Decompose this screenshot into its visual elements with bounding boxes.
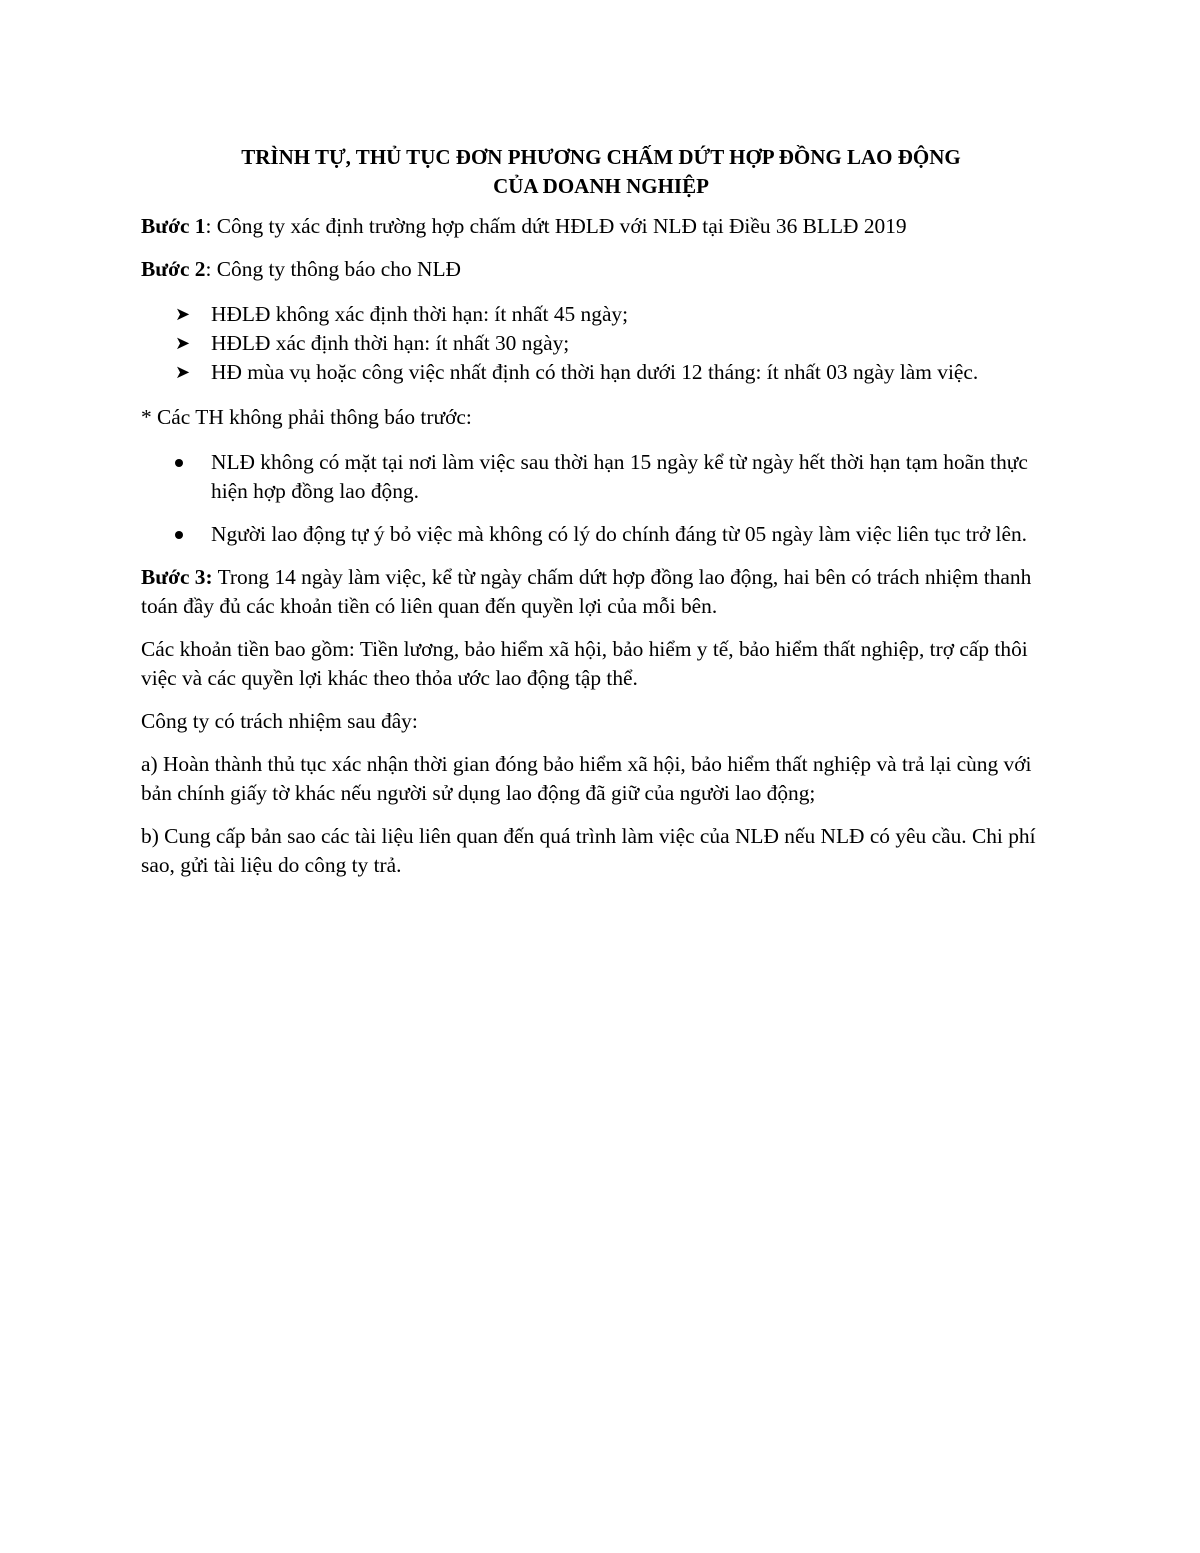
responsibility-b: b) Cung cấp bản sao các tài liệu liên quan đến quá trình làm việc của NLĐ nếu NLĐ có yêu cầu. Chi phí sao, gửi tài liệu do công ty trả. (141, 824, 1036, 877)
step-1-text: : Công ty xác định trường hợp chấm dứt HĐLĐ với NLĐ tại Điều 36 BLLĐ 2019 (205, 214, 907, 238)
document-title (141, 143, 1061, 201)
responsibility-heading: Công ty có trách nhiệm sau đây: (141, 709, 418, 733)
bullet-dot-icon (175, 531, 183, 539)
exceptions-list (141, 448, 1061, 549)
step-3-label: Bước 3: (141, 565, 213, 589)
step-1-label: Bước 1 (141, 214, 206, 238)
notice-period-list (141, 300, 1061, 387)
document-body (141, 143, 1061, 894)
step-2-paragraph (141, 255, 1061, 284)
list-item (211, 448, 1061, 506)
list-item (175, 329, 1061, 358)
title-line-2: CỦA DOANH NGHIỆP (493, 174, 709, 198)
step-2-label: Bước 2 (141, 257, 206, 281)
bullet-dot-icon (175, 459, 183, 467)
step-2-text: : Công ty thông báo cho NLĐ (205, 257, 461, 281)
exception-item-text: Người lao động tự ý bỏ việc mà không có lý do chính đáng từ 05 ngày làm việc liên tục trở lên. (211, 522, 1028, 546)
payments-paragraph: Các khoản tiền bao gồm: Tiền lương, bảo hiểm xã hội, bảo hiểm y tế, bảo hiểm thất nghiệp, trợ cấp thôi việc và các quyền lợi khác theo thỏa ước lao động tập thể. (141, 637, 1028, 690)
step-1-paragraph (141, 212, 1061, 241)
arrow-bullet-icon: ➤ (175, 362, 191, 382)
list-item (175, 300, 1061, 329)
responsibility-a: a) Hoàn thành thủ tục xác nhận thời gian đóng bảo hiểm xã hội, bảo hiểm thất nghiệp và trả lại cùng với bản chính giấy tờ khác nếu người sử dụng lao động đã giữ của người lao động; (141, 752, 1032, 805)
arrow-bullet-icon: ➤ (175, 333, 191, 353)
arrow-bullet-icon: ➤ (175, 304, 191, 324)
list-item (175, 358, 1061, 387)
step-3-text: Trong 14 ngày làm việc, kể từ ngày chấm dứt hợp đồng lao động, hai bên có trách nhiệm thanh toán đầy đủ các khoản tiền có liên quan đến quyền lợi của mỗi bên. (141, 565, 1032, 618)
title-line-1: TRÌNH TỰ, THỦ TỤC ĐƠN PHƯƠNG CHẤM DỨT HỢP ĐỒNG LAO ĐỘNG (241, 145, 961, 169)
step-3-paragraph (141, 563, 1061, 621)
notice-item-text: HĐ mùa vụ hoặc công việc nhất định có thời hạn dưới 12 tháng: ít nhất 03 ngày làm việc. (211, 360, 979, 384)
exceptions-heading: * Các TH không phải thông báo trước: (141, 405, 472, 429)
exception-item-text: NLĐ không có mặt tại nơi làm việc sau thời hạn 15 ngày kể từ ngày hết thời hạn tạm hoãn thực hiện hợp đồng lao động. (211, 450, 1028, 503)
notice-item-text: HĐLĐ xác định thời hạn: ít nhất 30 ngày; (211, 331, 570, 355)
list-item (211, 520, 1061, 549)
notice-item-text: HĐLĐ không xác định thời hạn: ít nhất 45 ngày; (211, 302, 629, 326)
